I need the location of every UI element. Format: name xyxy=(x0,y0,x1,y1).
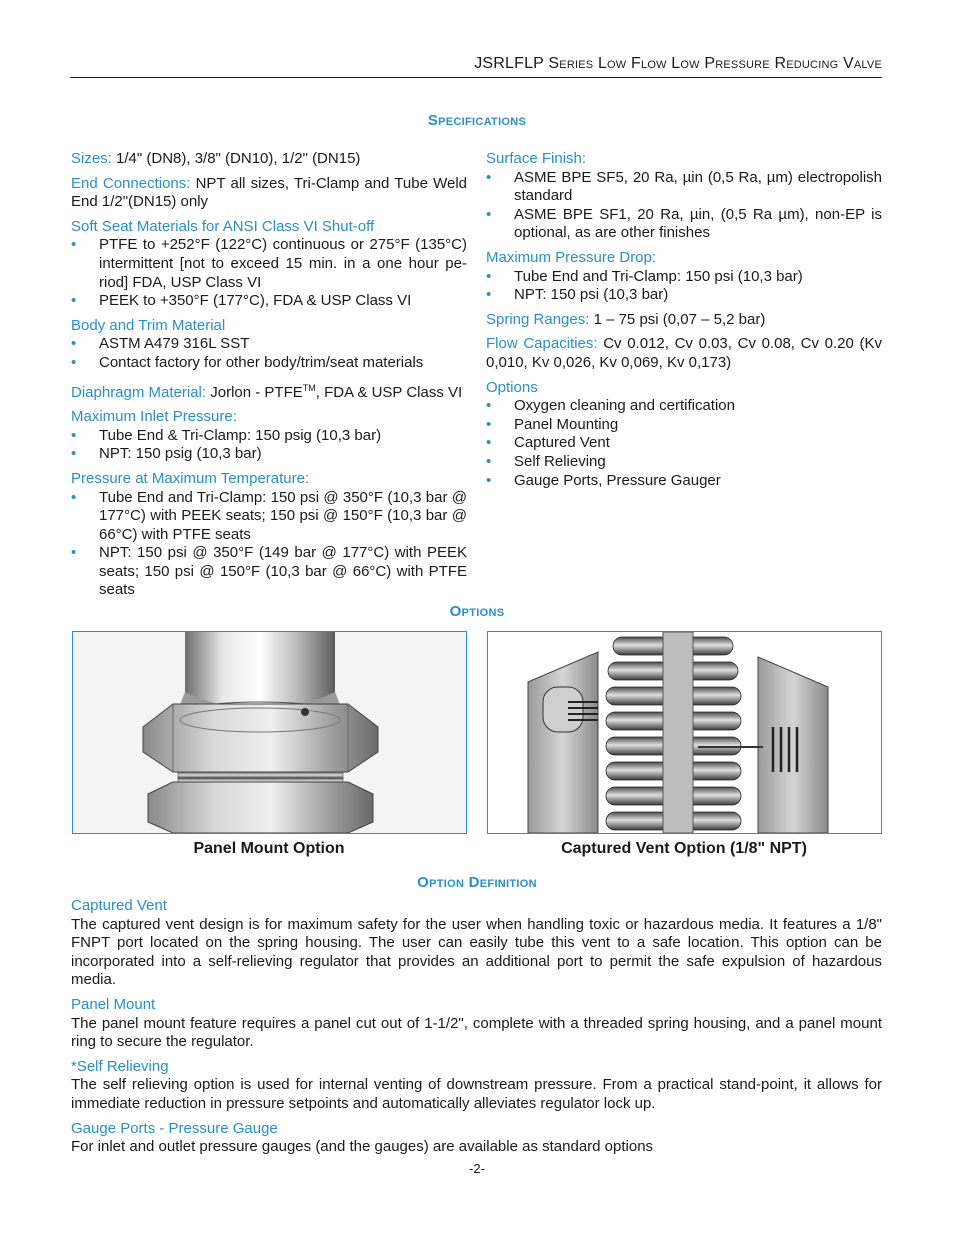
spring-ranges-label: Spring Ranges: xyxy=(486,310,590,328)
gauge-ports-heading: Gauge Ports - Pressure Gauge xyxy=(71,1119,278,1137)
list-item: • ASTM A479 316L SST xyxy=(71,335,467,354)
options-list xyxy=(486,397,882,490)
flow-capacities-label: Flow Capacities: xyxy=(486,335,598,353)
captured-vent-figure xyxy=(487,631,882,834)
list-item: • ASME BPE SF5, 20 Ra, µin (0,5 Ra, µm) electropolish standard xyxy=(486,169,882,206)
panel-mount-text: The panel mount feature requires a panel cut out of 1-1/2", complete with a threaded spring housing, and a panel mount ring to secure the regulator. xyxy=(71,1014,882,1051)
specs-right-column xyxy=(486,150,882,490)
captured-vent-caption: Captured Vent Option (1/8" NPT) xyxy=(561,840,807,857)
list-item: • Tube End & Tri-Clamp: 150 psig (10,3 bar) xyxy=(71,427,467,446)
flow-capacities-value: Cv 0.012, Cv 0.03, Cv 0.08, Cv 0.20 (Kv 0,010, Kv 0,026, Kv 0,069, Kv 0,173) xyxy=(486,335,882,371)
end-connections-value: NPT all sizes, Tri-Clamp and Tube Weld End 1/2"(DN15) only xyxy=(71,174,467,211)
spring-ranges-line xyxy=(486,311,882,330)
sizes-value: 1/4" (DN8), 3/8" (DN10), 1/2" (DN15) xyxy=(111,150,361,167)
option-definitions xyxy=(71,897,882,1157)
max-inlet-label: Maximum Inlet Pressure: xyxy=(71,408,237,426)
diaphragm-line xyxy=(71,379,467,403)
page-header-title xyxy=(70,55,882,74)
captured-vent-text: The captured vent design is for maximum safety for the user when handling toxic or hazardous media. It features a 1/8" FNPT port located on the spring housing. The user can easily tube this vent to a safe location. This option can be incorporated into a self-relieving regulator that provides an additional port to permit the safe expulsion of hazardous media. xyxy=(71,915,882,989)
diaphragm-label: Diaphragm Material: xyxy=(71,383,207,401)
trademark-sup: TM xyxy=(302,382,316,393)
list-item: • Tube End and Tri-Clamp: 150 psi (10,3 bar) xyxy=(486,268,882,287)
list-item: • PTFE to +252°F (122°C) continuous or 275°F (135°C) intermittent [not to exceed 15 min. in a one hour pe-riod] FDA, USP Class VI xyxy=(71,236,467,292)
list-item: • ASME BPE SF1, 20 Ra, µin, (0,5 Ra µm), non-EP is optional, as are other finishes xyxy=(486,206,882,243)
flow-capacities-line xyxy=(486,335,882,372)
specs-left-column xyxy=(71,150,467,600)
max-inlet-list xyxy=(71,427,467,464)
panel-mount-heading: Panel Mount xyxy=(71,995,156,1013)
spring-ranges-value: 1 – 75 psi (0,07 – 5,2 bar) xyxy=(589,310,766,328)
diaphragm-value-b: , FDA & USP Class VI xyxy=(315,383,463,401)
list-item: • Contact factory for other body/trim/seat materials xyxy=(71,354,467,373)
panel-mount-caption: Panel Mount Option xyxy=(193,840,345,857)
self-relieving-heading: *Self Relieving xyxy=(71,1057,169,1075)
captured-vent-heading: Captured Vent xyxy=(71,897,167,914)
list-item: • Captured Vent xyxy=(486,434,882,453)
surface-finish-label: Surface Finish: xyxy=(486,150,587,167)
pressure-temp-label: Pressure at Maximum Temperature: xyxy=(71,469,310,487)
specifications-title: Specifications xyxy=(427,112,527,129)
options-label: Options xyxy=(486,378,538,396)
body-trim-list xyxy=(71,335,467,372)
list-item: • NPT: 150 psi (10,3 bar) xyxy=(486,286,882,305)
soft-seat-label: Soft Seat Materials for ANSI Class VI Shut-off xyxy=(71,217,375,235)
sizes-label: Sizes: xyxy=(71,150,112,167)
list-item: • NPT: 150 psi @ 350°F (149 bar @ 177°C) with PEEK seats; 150 psi @ 150°F (10,3 bar @ 66°C) with PTFE seats xyxy=(71,544,467,600)
panel-mount-figure xyxy=(72,631,467,834)
surface-finish-list xyxy=(486,169,882,243)
end-connections-line xyxy=(71,175,467,212)
gauge-ports-text: For inlet and outlet pressure gauges (and the gauges) are available as standard options xyxy=(71,1138,654,1156)
panel-mount-illustration xyxy=(73,632,466,833)
page-number: -2- xyxy=(469,1161,485,1176)
header-title: JSRLFLP Series Low Flow Low Pressure Reducing Valve xyxy=(474,55,882,72)
end-connections-label: End Connections: xyxy=(71,174,191,192)
soft-seat-list xyxy=(71,236,467,310)
body-trim-label: Body and Trim Material xyxy=(71,316,226,334)
list-item: • Tube End and Tri-Clamp: 150 psi @ 350°F (10,3 bar @ 177°C) with PEEK seats; 150 psi @ 150°F (10,3 bar @ 66°C) with PTFE seats xyxy=(71,489,467,545)
max-drop-list xyxy=(486,268,882,305)
list-item: • Oxygen cleaning and certification xyxy=(486,397,882,416)
header-rule xyxy=(70,77,882,78)
pressure-temp-list xyxy=(71,489,467,601)
self-relieving-text: The self relieving option is used for internal venting of downstream pressure. From a practical stand-point, it allows for immediate reduction in pressure setpoints and automatically alleviates regulator lock up. xyxy=(71,1076,882,1112)
list-item: • Gauge Ports, Pressure Gauger xyxy=(486,472,882,491)
list-item: • NPT: 150 psig (10,3 bar) xyxy=(71,445,467,464)
list-item: • PEEK to +350°F (177°C), FDA & USP Class VI xyxy=(71,292,467,311)
option-definition-title: Option Definition xyxy=(417,874,537,891)
list-item: • Panel Mounting xyxy=(486,416,882,435)
sizes-line xyxy=(71,150,467,169)
captured-vent-illustration xyxy=(488,632,881,833)
diaphragm-value-a: Jorlon - PTFE xyxy=(206,383,303,401)
list-item: • Self Relieving xyxy=(486,453,882,472)
max-drop-label: Maximum Pressure Drop: xyxy=(486,248,657,266)
options-title: Options xyxy=(449,603,505,620)
